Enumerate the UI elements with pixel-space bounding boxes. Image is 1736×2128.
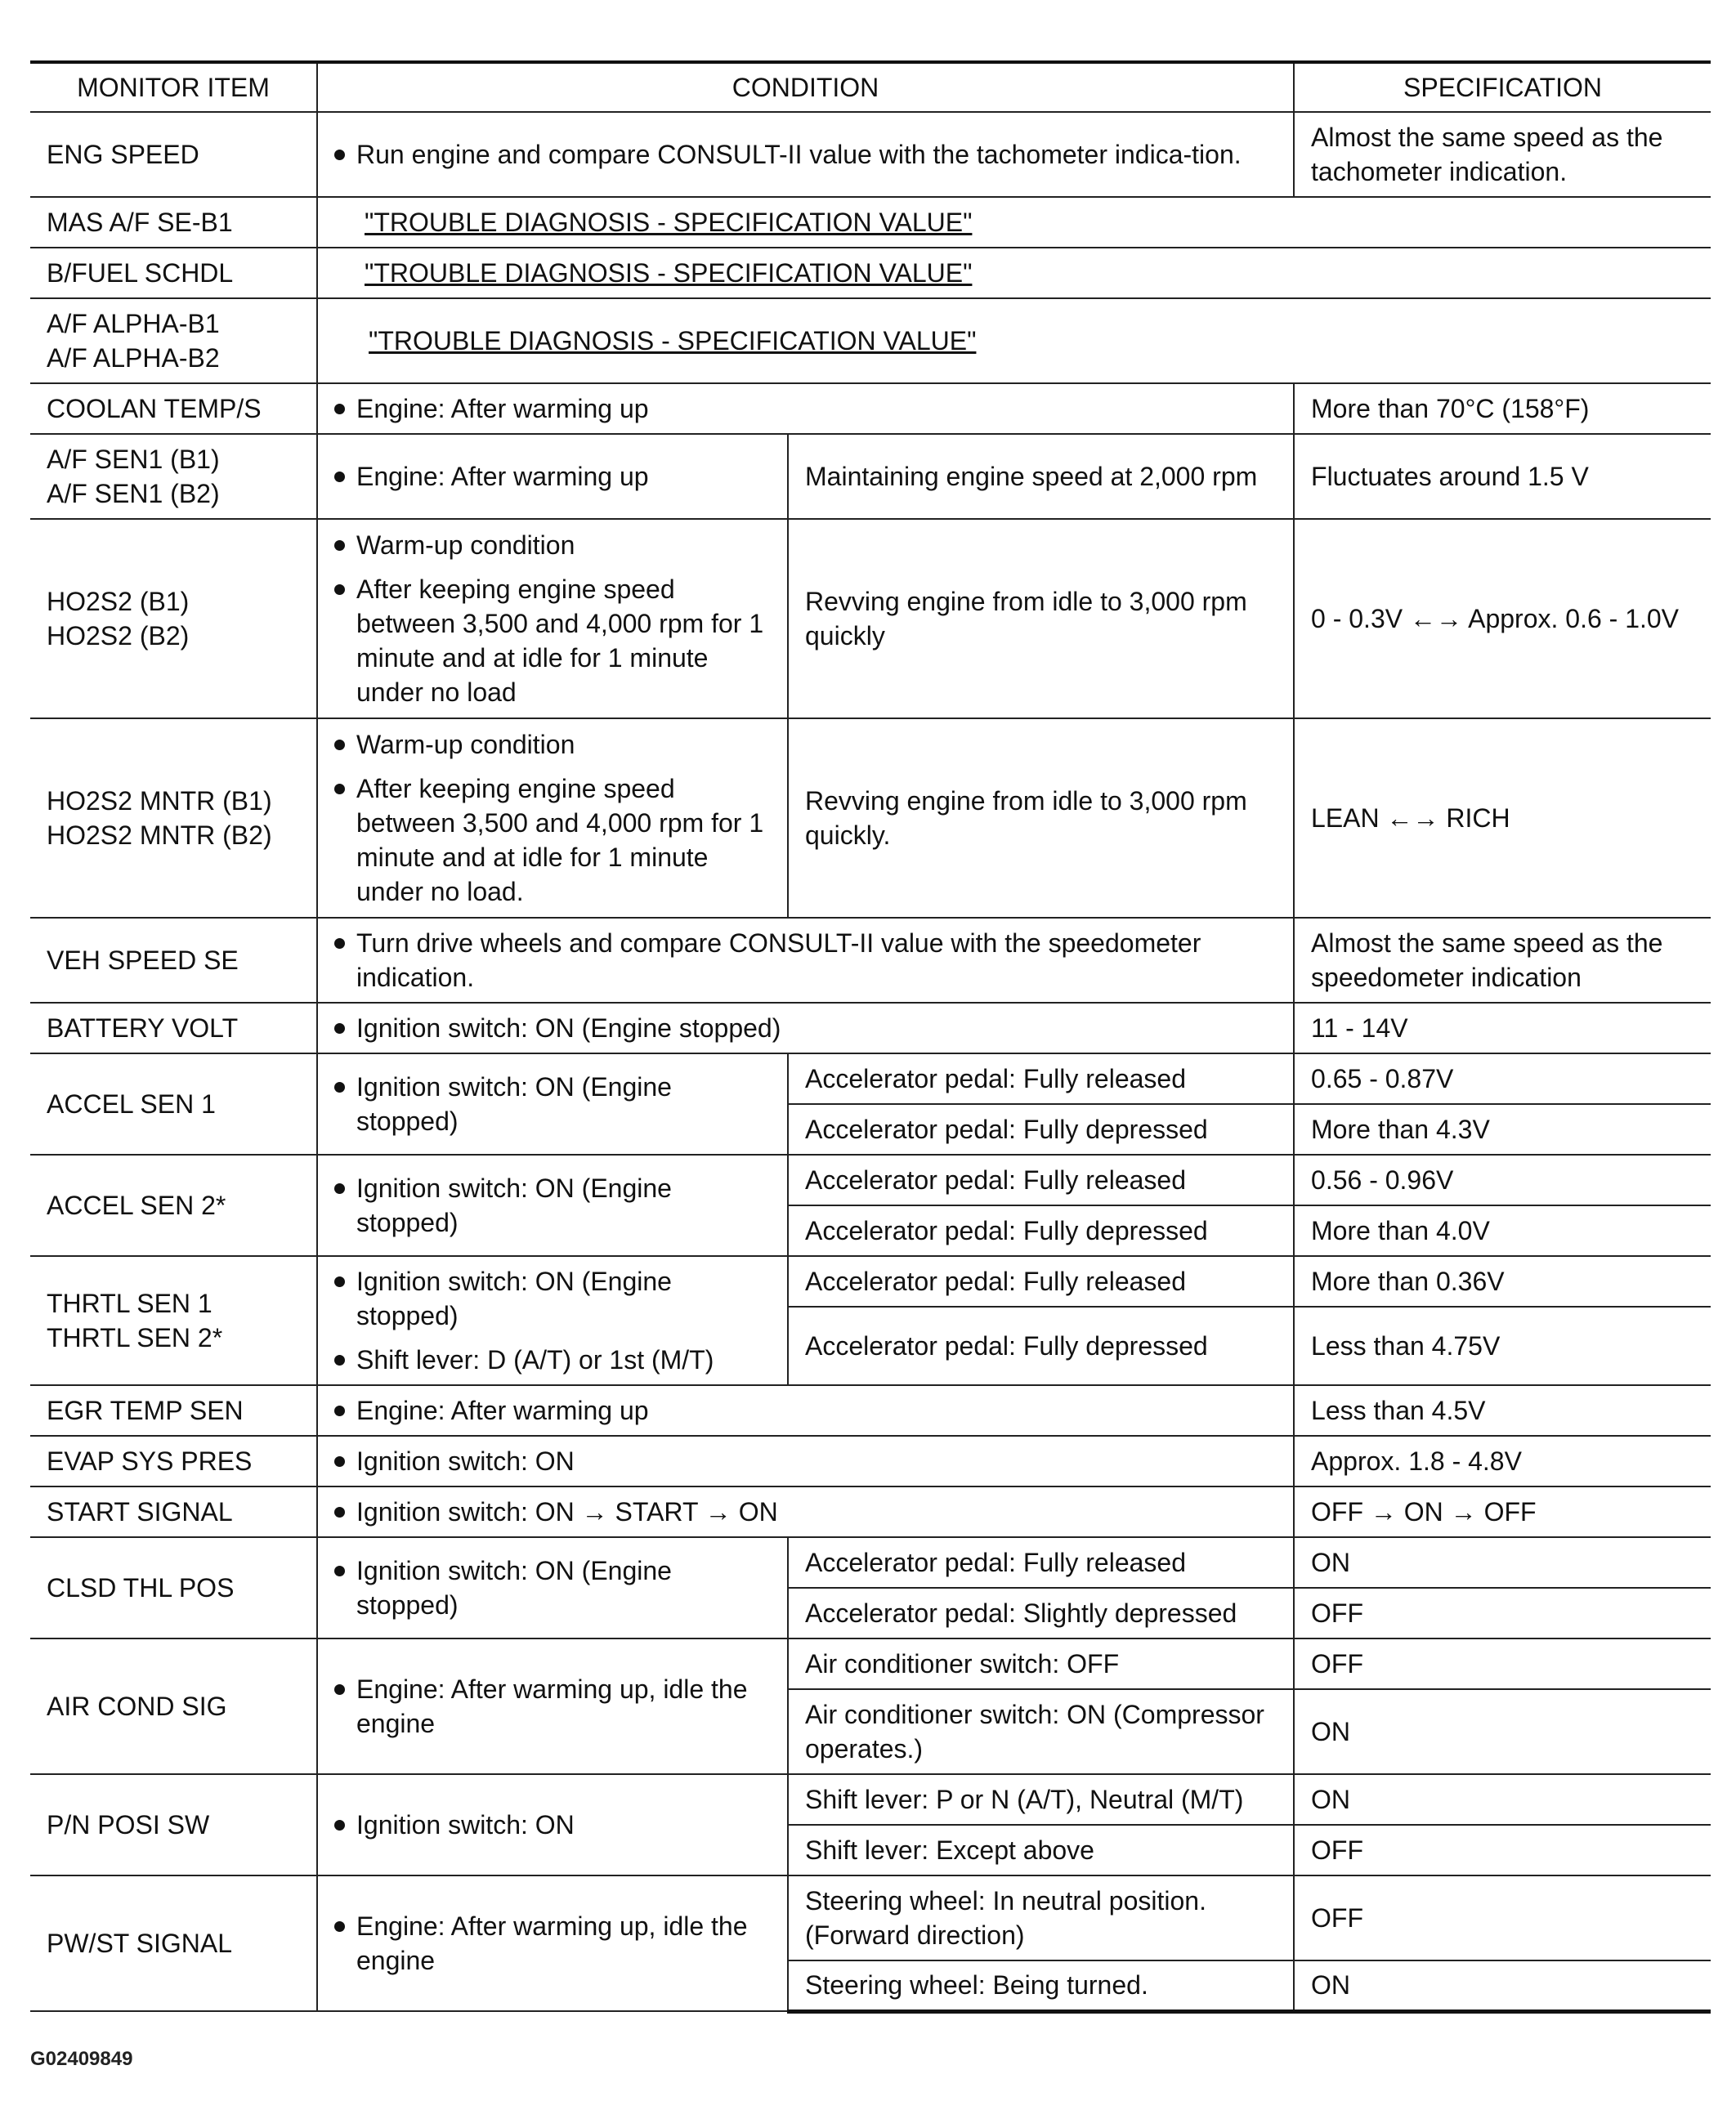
spec-value: More than 0.36V [1294, 1256, 1711, 1307]
header-monitor-item: MONITOR ITEM [30, 62, 317, 112]
spec-value: LEAN ←→ RICH [1294, 718, 1711, 918]
spec-value: More than 4.0V [1294, 1205, 1711, 1256]
condition-text: Ignition switch: ON (Engine stopped) [356, 1072, 672, 1136]
table-row [30, 1155, 1711, 1205]
sub-condition: Steering wheel: In neutral position. (Forward direction) [788, 1875, 1294, 1960]
bullet-icon [334, 150, 345, 160]
bullet-icon [334, 472, 345, 482]
spec-value: OFF [1294, 1875, 1711, 1960]
sub-condition: Revving engine from idle to 3,000 rpm quickly [788, 519, 1294, 718]
spec-value: 0 - 0.3V ←→ Approx. 0.6 - 1.0V [1294, 519, 1711, 718]
bullet-icon [334, 1507, 345, 1518]
spec-value: Fluctuates around 1.5 V [1294, 434, 1711, 519]
bullet-icon [334, 1820, 345, 1831]
spec-value: ON [1294, 1960, 1711, 2011]
condition-text: Engine: After warming up, idle the engine [356, 1911, 748, 1975]
monitor-item: MAS A/F SE-B1 [30, 197, 317, 248]
figure-id: G02409849 [30, 2048, 133, 2070]
monitor-item: CLSD THL POS [30, 1537, 317, 1638]
monitor-item: PW/ST SIGNAL [30, 1875, 317, 2011]
condition-text: Engine: After warming up [356, 1396, 649, 1425]
monitor-item: THRTL SEN 2* [47, 1323, 223, 1352]
monitor-item: A/F SEN1 (B2) [47, 479, 220, 508]
spec-value: Less than 4.5V [1294, 1385, 1711, 1436]
spec-value: 0.56 - 0.96V [1294, 1155, 1711, 1205]
monitor-item: ACCEL SEN 1 [30, 1053, 317, 1155]
bullet-icon [334, 1406, 345, 1416]
monitor-item: ACCEL SEN 2* [30, 1155, 317, 1256]
monitor-item: BATTERY VOLT [30, 1003, 317, 1053]
monitor-item: A/F SEN1 (B1) [47, 445, 220, 474]
spec-value: More than 4.3V [1294, 1104, 1711, 1155]
sub-condition: Accelerator pedal: Fully depressed [788, 1205, 1294, 1256]
sub-condition: Shift lever: P or N (A/T), Neutral (M/T) [788, 1774, 1294, 1825]
monitor-item: COOLAN TEMP/S [30, 383, 317, 434]
condition-text: Ignition switch: ON [356, 1810, 575, 1840]
spec-value: OFF [1294, 1825, 1711, 1875]
table-row [30, 1436, 1711, 1486]
spec-value: More than 70°C (158°F) [1294, 383, 1711, 434]
bullet-icon [334, 1276, 345, 1287]
bullet-icon [334, 1566, 345, 1576]
table-row [30, 1774, 1711, 1825]
condition-text: Ignition switch: ON (Engine stopped) [356, 1174, 672, 1237]
table-row [30, 1638, 1711, 1689]
bullet-icon [334, 740, 345, 750]
reference-link[interactable]: "TROUBLE DIAGNOSIS - SPECIFICATION VALUE" [365, 258, 973, 288]
monitor-item: A/F ALPHA-B1 [47, 309, 220, 338]
condition-text: Engine: After warming up, idle the engine [356, 1674, 748, 1738]
sub-condition: Accelerator pedal: Fully released [788, 1053, 1294, 1104]
condition-text: Turn drive wheels and compare CONSULT-II value with the speedometer indication. [356, 928, 1201, 992]
spec-value: OFF [1294, 1638, 1711, 1689]
sub-condition: Accelerator pedal: Fully released [788, 1155, 1294, 1205]
table-row [30, 918, 1711, 1003]
condition-text: Ignition switch: ON (Engine stopped) [356, 1556, 672, 1620]
spec-value: ON [1294, 1537, 1711, 1588]
monitor-item: HO2S2 MNTR (B1) [47, 786, 272, 816]
spec-value: OFF → ON → OFF [1294, 1486, 1711, 1537]
sub-condition: Accelerator pedal: Fully released [788, 1537, 1294, 1588]
monitor-item: B/FUEL SCHDL [30, 248, 317, 298]
bullet-icon [334, 540, 345, 551]
spec-value: ON [1294, 1774, 1711, 1825]
condition-text: Shift lever: D (A/T) or 1st (M/T) [356, 1345, 714, 1375]
spec-value: 0.65 - 0.87V [1294, 1053, 1711, 1104]
sub-condition: Accelerator pedal: Slightly depressed [788, 1588, 1294, 1638]
monitor-item: THRTL SEN 1 [47, 1289, 213, 1318]
bullet-icon [334, 584, 345, 595]
condition-text: After keeping engine speed between 3,500 and 4,000 rpm for 1 minute and at idle for 1 minute under no load [356, 574, 764, 707]
table-row [30, 1003, 1711, 1053]
spec-value: 11 - 14V [1294, 1003, 1711, 1053]
spec-value: Less than 4.75V [1294, 1307, 1711, 1385]
condition-text: Engine: After warming up [356, 462, 649, 491]
condition-text: Ignition switch: ON (Engine stopped) [356, 1267, 672, 1330]
table-row [30, 1385, 1711, 1436]
reference-link[interactable]: "TROUBLE DIAGNOSIS - SPECIFICATION VALUE" [365, 208, 973, 237]
bullet-icon [334, 784, 345, 794]
spec-value: OFF [1294, 1588, 1711, 1638]
monitor-item: EVAP SYS PRES [30, 1436, 317, 1486]
monitor-item: AIR COND SIG [30, 1638, 317, 1774]
condition-text: Ignition switch: ON [356, 1446, 575, 1476]
table-row [30, 1256, 1711, 1307]
table-row [30, 383, 1711, 434]
sub-condition: Shift lever: Except above [788, 1825, 1294, 1875]
condition-text: Warm-up condition [356, 530, 575, 560]
sub-condition: Accelerator pedal: Fully depressed [788, 1104, 1294, 1155]
condition-text: Ignition switch: ON (Engine stopped) [356, 1013, 781, 1043]
monitor-item: A/F ALPHA-B2 [47, 343, 220, 373]
header-condition: CONDITION [317, 62, 1294, 112]
spec-value: Almost the same speed as the tachometer indication. [1294, 112, 1711, 197]
bullet-icon [334, 404, 345, 414]
table-row [30, 197, 1711, 248]
spec-value: Approx. 1.8 - 4.8V [1294, 1436, 1711, 1486]
bullet-icon [334, 938, 345, 949]
sub-condition: Air conditioner switch: OFF [788, 1638, 1294, 1689]
header-row [30, 62, 1711, 112]
sub-condition: Revving engine from idle to 3,000 rpm quickly. [788, 718, 1294, 918]
table-row [30, 1486, 1711, 1537]
table-row [30, 718, 1711, 918]
condition-text: Ignition switch: ON → START → ON [356, 1497, 778, 1527]
bullet-icon [334, 1456, 345, 1467]
bullet-icon [334, 1684, 345, 1695]
table-row [30, 298, 1711, 383]
bullet-icon [334, 1082, 345, 1093]
sub-condition: Maintaining engine speed at 2,000 rpm [788, 434, 1294, 519]
monitor-item: VEH SPEED SE [30, 918, 317, 1003]
monitor-item: START SIGNAL [30, 1486, 317, 1537]
table-row [30, 434, 1711, 519]
table-row [30, 1537, 1711, 1588]
condition-text: Engine: After warming up [356, 394, 649, 423]
spec-value: Almost the same speed as the speedometer indication [1294, 918, 1711, 1003]
condition-text: Run engine and compare CONSULT-II value with the tachometer indica-tion. [356, 140, 1242, 169]
bullet-icon [334, 1023, 345, 1034]
sub-condition: Air conditioner switch: ON (Compressor operates.) [788, 1689, 1294, 1774]
sub-condition: Accelerator pedal: Fully depressed [788, 1307, 1294, 1385]
monitor-item: ENG SPEED [30, 112, 317, 197]
table-row [30, 248, 1711, 298]
condition-text: Warm-up condition [356, 730, 575, 759]
header-specification: SPECIFICATION [1294, 62, 1711, 112]
table-row [30, 519, 1711, 718]
sub-condition: Steering wheel: Being turned. [788, 1960, 1294, 2011]
monitor-item: HO2S2 MNTR (B2) [47, 820, 272, 850]
spec-value: ON [1294, 1689, 1711, 1774]
monitor-item: EGR TEMP SEN [30, 1385, 317, 1436]
monitor-spec-table [30, 60, 1711, 2014]
bullet-icon [334, 1921, 345, 1932]
reference-link[interactable]: "TROUBLE DIAGNOSIS - SPECIFICATION VALUE" [369, 326, 977, 355]
table-row [30, 1875, 1711, 1960]
bullet-icon [334, 1355, 345, 1366]
monitor-item: P/N POSI SW [30, 1774, 317, 1875]
sub-condition: Accelerator pedal: Fully released [788, 1256, 1294, 1307]
condition-text: After keeping engine speed between 3,500 and 4,000 rpm for 1 minute and at idle for 1 minute under no load. [356, 774, 764, 906]
table-row [30, 112, 1711, 197]
bullet-icon [334, 1183, 345, 1194]
monitor-item: HO2S2 (B1) [47, 587, 190, 616]
monitor-item: HO2S2 (B2) [47, 621, 190, 650]
table-row [30, 1053, 1711, 1104]
